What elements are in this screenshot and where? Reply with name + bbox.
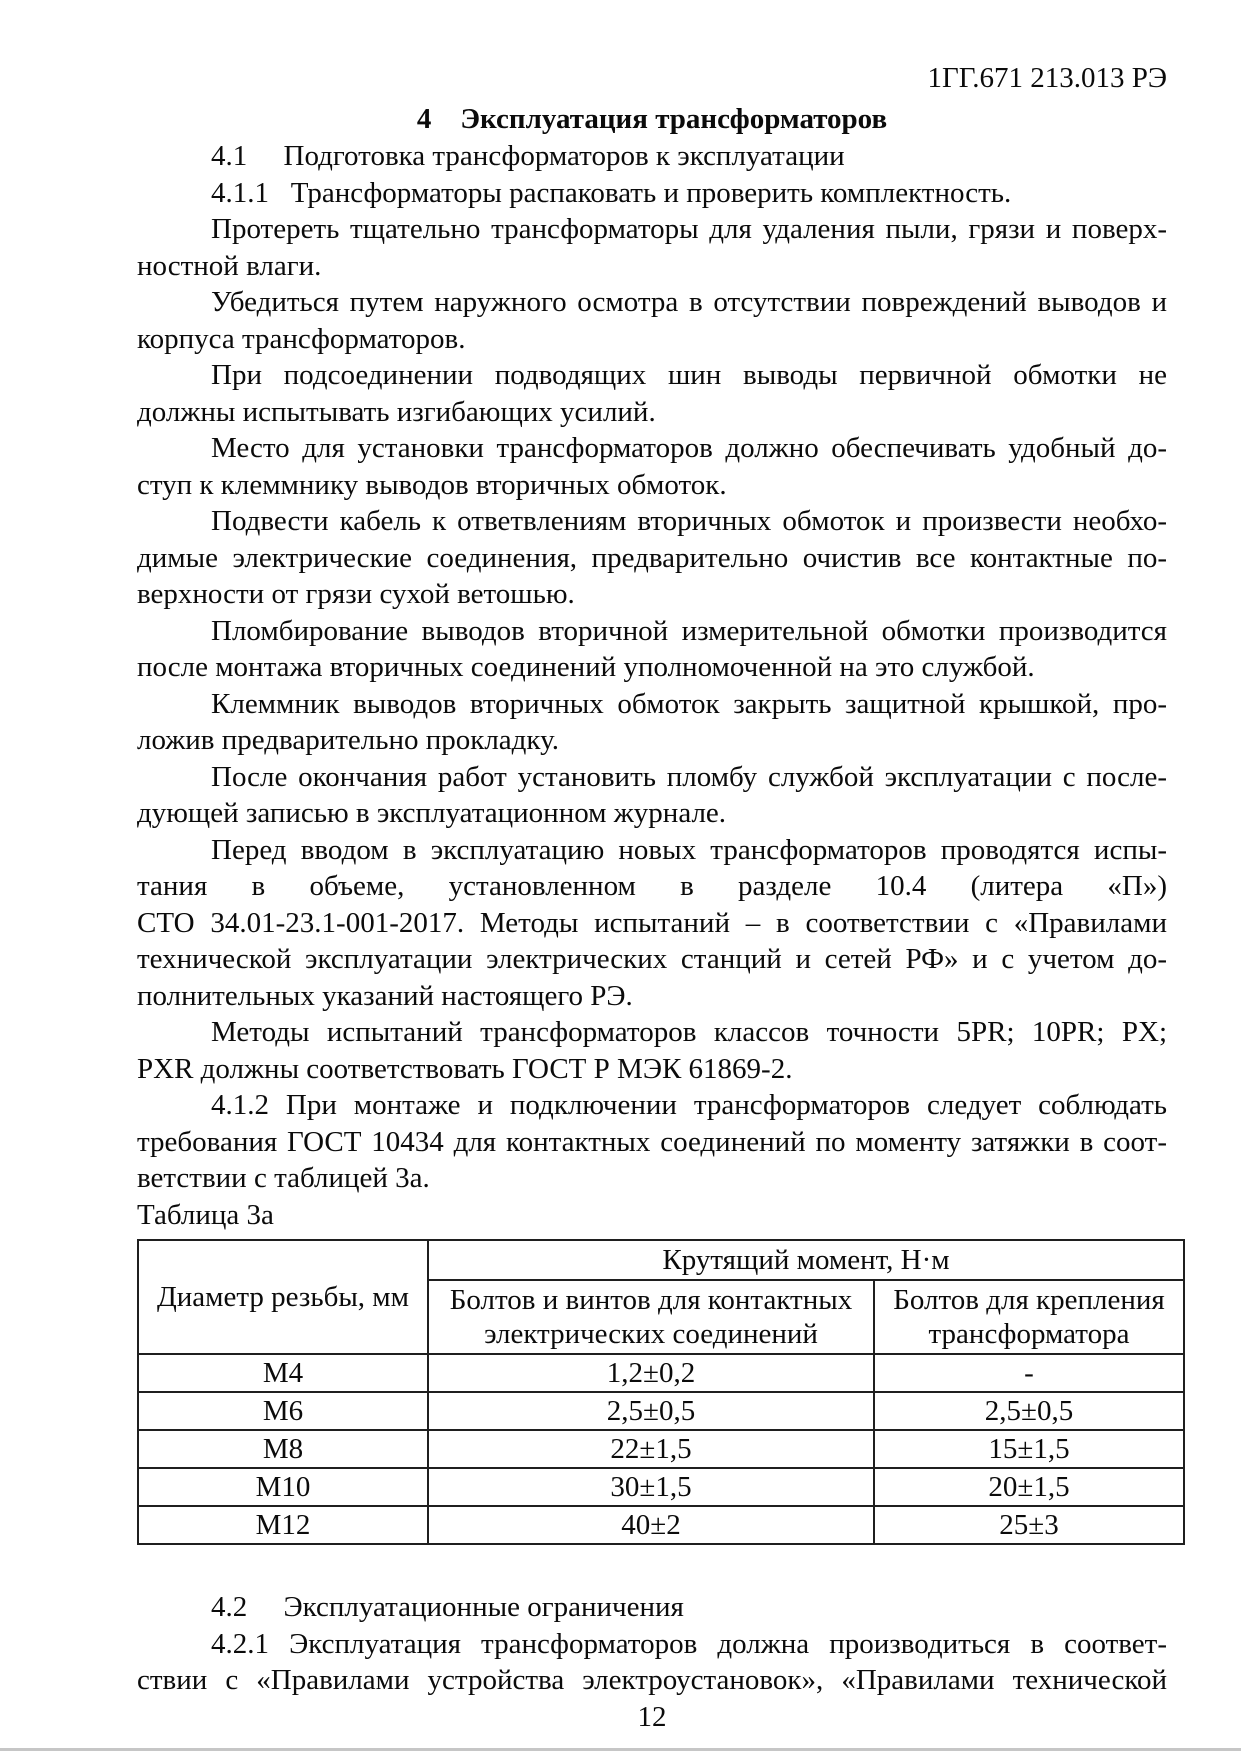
body-text [137, 138, 1167, 1233]
paragraph [137, 1087, 1167, 1197]
text-line: тания в объеме, установленном в разделе 10.4 (литера «П») [137, 870, 1167, 902]
table-header-row [138, 1240, 1184, 1280]
table-cell: 30±1,5 [428, 1468, 874, 1506]
text-line: Место для установки трансформаторов должно обеспечивать удобный до- [211, 432, 1167, 464]
text-line: Перед вводом в эксплуатацию новых трансформаторов проводятся испы- [211, 833, 1167, 866]
document-number: 1ГГ.671 213.013 РЭ [927, 62, 1167, 94]
paragraph [137, 613, 1167, 686]
paragraph [137, 357, 1167, 430]
text-line: технической эксплуатации электрических станций и сетей РФ» и с учетом до- [137, 943, 1167, 975]
text-line: 4.1 Подготовка трансформаторов к эксплуатации [211, 140, 845, 172]
text-line: корпуса трансформаторов. [137, 322, 466, 355]
paragraph [137, 1197, 1167, 1234]
table-row [138, 1354, 1184, 1392]
text-line: 4.2.1 Эксплуатация трансформаторов должна производиться в соответ- [211, 1627, 1167, 1660]
paragraph [137, 759, 1167, 832]
text-line: После окончания работ установить пломбу службой эксплуатации с после- [211, 760, 1167, 793]
text-line: Клеммник выводов вторичных обмоток закрыть защитной крышкой, про- [211, 687, 1167, 720]
text-line: Подвести кабель к ответвлениям вторичных обмоток и произвести необхо- [211, 505, 1167, 537]
text-line: При подсоединении подводящих шин выводы первичной обмотки не [211, 359, 1167, 391]
text-line: ствии с «Правилами устройства электроустановок», «Правилами технической [137, 1664, 1167, 1696]
table-row [138, 1392, 1184, 1430]
text-line: дующей записью в эксплуатационном журнале. [137, 797, 727, 829]
table-header-mounting-bolts: Болтов для крепления трансформатора [874, 1280, 1184, 1354]
text-line: Убедиться путем наружного осмотра в отсутствии повреждений выводов и [211, 286, 1167, 318]
paragraph [137, 1589, 1167, 1626]
text-line: после монтажа вторичных соединений уполномоченной на это службой. [137, 651, 1035, 683]
table-cell: М12 [138, 1506, 428, 1544]
text-line: ложив предварительно прокладку. [137, 724, 559, 756]
table-cell: 25±3 [874, 1506, 1184, 1544]
text-line: 4.1.2 При монтаже и подключении трансформаторов следует соблюдать [211, 1089, 1167, 1121]
paragraph [137, 430, 1167, 503]
paragraph [137, 1626, 1167, 1699]
paragraph [137, 175, 1167, 212]
table-cell: 1,2±0,2 [428, 1354, 874, 1392]
text-line: 4.1.1 Трансформаторы распаковать и проверить комплектность. [211, 176, 1012, 209]
text-line: верхности от грязи сухой ветошью. [137, 578, 575, 610]
text-line: Таблица 3а [137, 1198, 274, 1231]
table-cell: 20±1,5 [874, 1468, 1184, 1506]
table-row [138, 1506, 1184, 1544]
paragraph [137, 284, 1167, 357]
section-heading: 4 Эксплуатация трансформаторов [416, 103, 888, 135]
table-cell: М6 [138, 1392, 428, 1430]
page-number: 12 [637, 1700, 667, 1733]
paragraph [137, 832, 1167, 1015]
text-line: PXR должны соответствовать ГОСТ Р МЭК 61869-2. [137, 1052, 793, 1085]
paragraph [137, 686, 1167, 759]
paragraph [137, 138, 1167, 175]
body-text-after-table [137, 1589, 1167, 1699]
text-line: ступ к клеммнику выводов вторичных обмоток. [137, 468, 727, 501]
table-cell: 2,5±0,5 [874, 1392, 1184, 1430]
table-cell: 2,5±0,5 [428, 1392, 874, 1430]
table-header-contact-bolts: Болтов и винтов для контактных электрических соединений [428, 1280, 874, 1354]
paragraph [137, 1014, 1167, 1087]
text-line: Методы испытаний трансформаторов классов точности 5PR; 10PR; PX; [211, 1016, 1167, 1048]
page-bottom-edge [0, 1748, 1241, 1751]
text-line: димые электрические соединения, предварительно очистив все контактные по- [137, 541, 1167, 574]
table-cell: М10 [138, 1468, 428, 1506]
table-cell: 22±1,5 [428, 1430, 874, 1468]
text-line: Протереть тщательно трансформаторы для удаления пыли, грязи и поверх- [211, 213, 1167, 245]
text-line: требования ГОСТ 10434 для контактных соединений по моменту затяжки в соот- [137, 1125, 1167, 1158]
text-line: СТО 34.01-23.1-001-2017. Методы испытаний – в соответствии с «Правилами [137, 906, 1167, 939]
table-cell: 40±2 [428, 1506, 874, 1544]
paragraph [137, 503, 1167, 613]
paragraph [137, 211, 1167, 284]
text-line: ностной влаги. [137, 249, 322, 282]
torque-table [137, 1239, 1185, 1545]
page-content [137, 60, 1167, 1736]
table-cell: - [874, 1354, 1184, 1392]
table-row [138, 1468, 1184, 1506]
text-line: должны испытывать изгибающих усилий. [137, 395, 656, 428]
table-header-torque-group: Крутящий момент, Н·м [428, 1240, 1184, 1280]
table-header-thread-diameter: Диаметр резьбы, мм [138, 1240, 428, 1354]
text-line: Пломбирование выводов вторичной измерительной обмотки производится [211, 614, 1167, 647]
text-line: полнительных указаний настоящего РЭ. [137, 979, 633, 1012]
table-cell: 15±1,5 [874, 1430, 1184, 1468]
table-cell: М8 [138, 1430, 428, 1468]
text-line: 4.2 Эксплуатационные ограничения [211, 1591, 684, 1623]
table-row [138, 1430, 1184, 1468]
text-line: ветствии с таблицей 3а. [137, 1162, 430, 1194]
table-cell: М4 [138, 1354, 428, 1392]
